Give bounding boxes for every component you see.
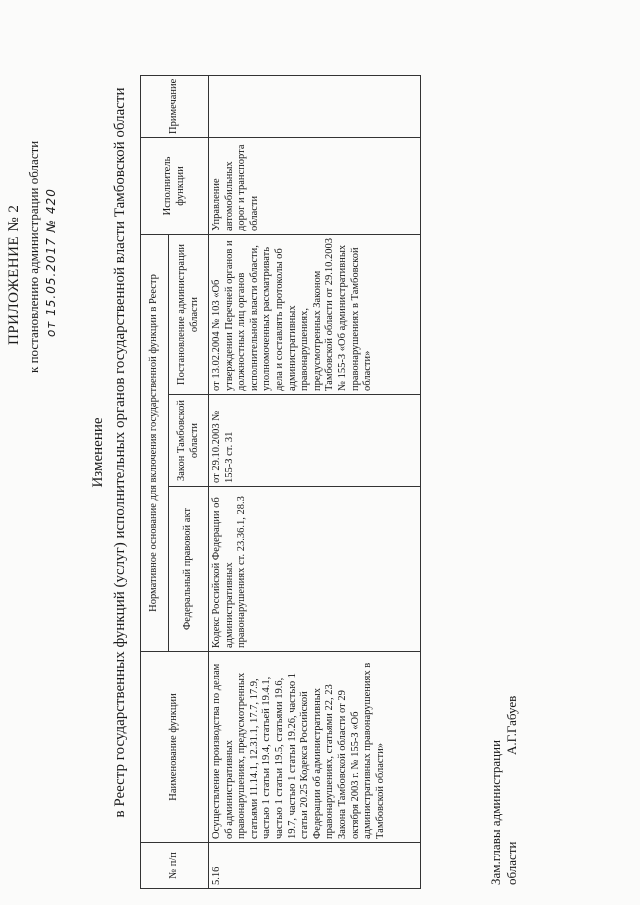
signature-name: А.Г.Габуев bbox=[504, 695, 519, 755]
signature-body: области bbox=[504, 841, 519, 885]
document-title: Изменение bbox=[90, 417, 106, 488]
table-row bbox=[209, 75, 421, 888]
header-normative-basis: Нормативное основание для включения государственной функции в Реестр bbox=[141, 235, 169, 652]
header-note: Примечание bbox=[141, 75, 209, 137]
header-administration-resolution: Постановление администрации области bbox=[169, 235, 209, 395]
registry-table bbox=[140, 75, 421, 889]
cell-administration-resolution: от 13.02.2004 № 103 «Об утверждении Перечней органов и должностных лиц органов исполнительной власти области, уполномоченных рассматривать дела и составлять протоколы об административных правонарушениях, предусмотренных Законом Тамбовской области от 29.10.2003 № 155-З «Об административных правонарушениях в Тамбовской области» bbox=[209, 235, 421, 395]
signature-position: Зам.главы администрации bbox=[488, 739, 503, 885]
cell-function-name: Осуществление производства по делам об административных правонарушениях, предусмотренных статьями 11.14.1, 12.31.1, 17.7, 17.9, частью 1 статьи 19.4, статьей 19.4.1, частью 1 статьи 19.5, статьями 19.6, 19.7, частью 1 статьи 19.26, частью 1 статьи 20.25 Кодекса Российской Федерации об административных правонарушениях, статьями 22, 23 Закона Тамбовской области от 29 октября 2003 г. № 155-З «Об административных правонарушениях в Тамбовской области» bbox=[209, 652, 421, 843]
document-subtitle: в Реестр государственных функций (услуг) исполнительных органов государственной власти Тамбовской области bbox=[112, 87, 128, 818]
appendix-label: ПРИЛОЖЕНИЕ № 2 bbox=[6, 204, 22, 345]
header-federal-act: Федеральный правовой акт bbox=[169, 487, 209, 652]
handwritten-date-number: от 15.05.2017 № 420 bbox=[44, 188, 58, 337]
cell-regional-law: от 29.10.2003 № 155-З ст. 31 bbox=[209, 395, 421, 487]
cell-executor: Управление автомобильных дорог и транспорта области bbox=[209, 138, 421, 235]
resolution-reference: к постановлению администрации области bbox=[26, 140, 41, 373]
header-number: № п/п bbox=[141, 843, 209, 889]
cell-number: 5.16 bbox=[209, 843, 421, 889]
cell-federal-act: Кодекс Российской Федерации об административных правонарушениях ст. 23.36.1, 28.3 bbox=[209, 487, 421, 652]
header-regional-law: Закон Тамбовской области bbox=[169, 395, 209, 487]
header-executor: Исполнитель функции bbox=[141, 138, 209, 235]
header-function-name: Наименование функции bbox=[141, 652, 209, 843]
cell-note bbox=[209, 75, 421, 137]
